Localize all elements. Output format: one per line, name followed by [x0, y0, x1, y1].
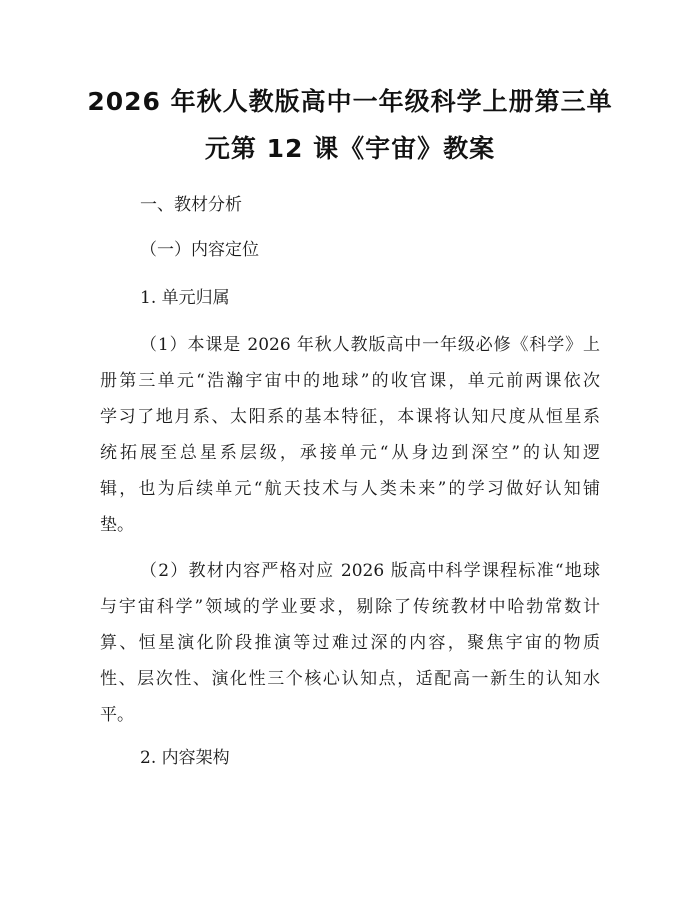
document-title-line-1: 2026 年秋人教版高中一年级科学上册第三单 [87, 87, 613, 116]
document-title-line-2: 元第 12 课《宇宙》教案 [204, 134, 496, 163]
paragraph-line: 辑，也为后续单元“航天技术与人类未来”的学习做好认知铺 [100, 479, 600, 499]
paragraph-line: 垫。 [100, 515, 134, 535]
paragraph-unit-placement [100, 327, 600, 543]
section-heading: 一、教材分析 [140, 195, 242, 215]
paragraph-line: 册第三单元“浩瀚宇宙中的地球”的收官课，单元前两课依次 [100, 371, 600, 391]
paragraph-line: （1）本课是 2026 年秋人教版高中一年级必修《科学》上 [140, 335, 600, 355]
item-heading-unit: 1. 单元归属 [140, 288, 230, 308]
paragraph-line: （2）教材内容严格对应 2026 版高中科学课程标准“地球 [140, 561, 600, 581]
paragraph-curriculum-alignment [100, 553, 600, 733]
paragraph-line: 平。 [100, 705, 134, 725]
paragraph-line: 与宇宙科学”领域的学业要求，剔除了传统教材中哈勃常数计 [100, 597, 600, 617]
subsection-heading: （一）内容定位 [140, 240, 259, 260]
paragraph-line: 算、恒星演化阶段推演等过难过深的内容，聚焦宇宙的物质 [100, 633, 600, 653]
item-heading-structure: 2. 内容架构 [140, 748, 230, 768]
paragraph-line: 统拓展至总星系层级，承接单元“从身边到深空”的认知逻 [100, 443, 600, 463]
paragraph-line: 学习了地月系、太阳系的基本特征，本课将认知尺度从恒星系 [100, 407, 600, 427]
paragraph-line: 性、层次性、演化性三个核心认知点，适配高一新生的认知水 [100, 669, 600, 689]
